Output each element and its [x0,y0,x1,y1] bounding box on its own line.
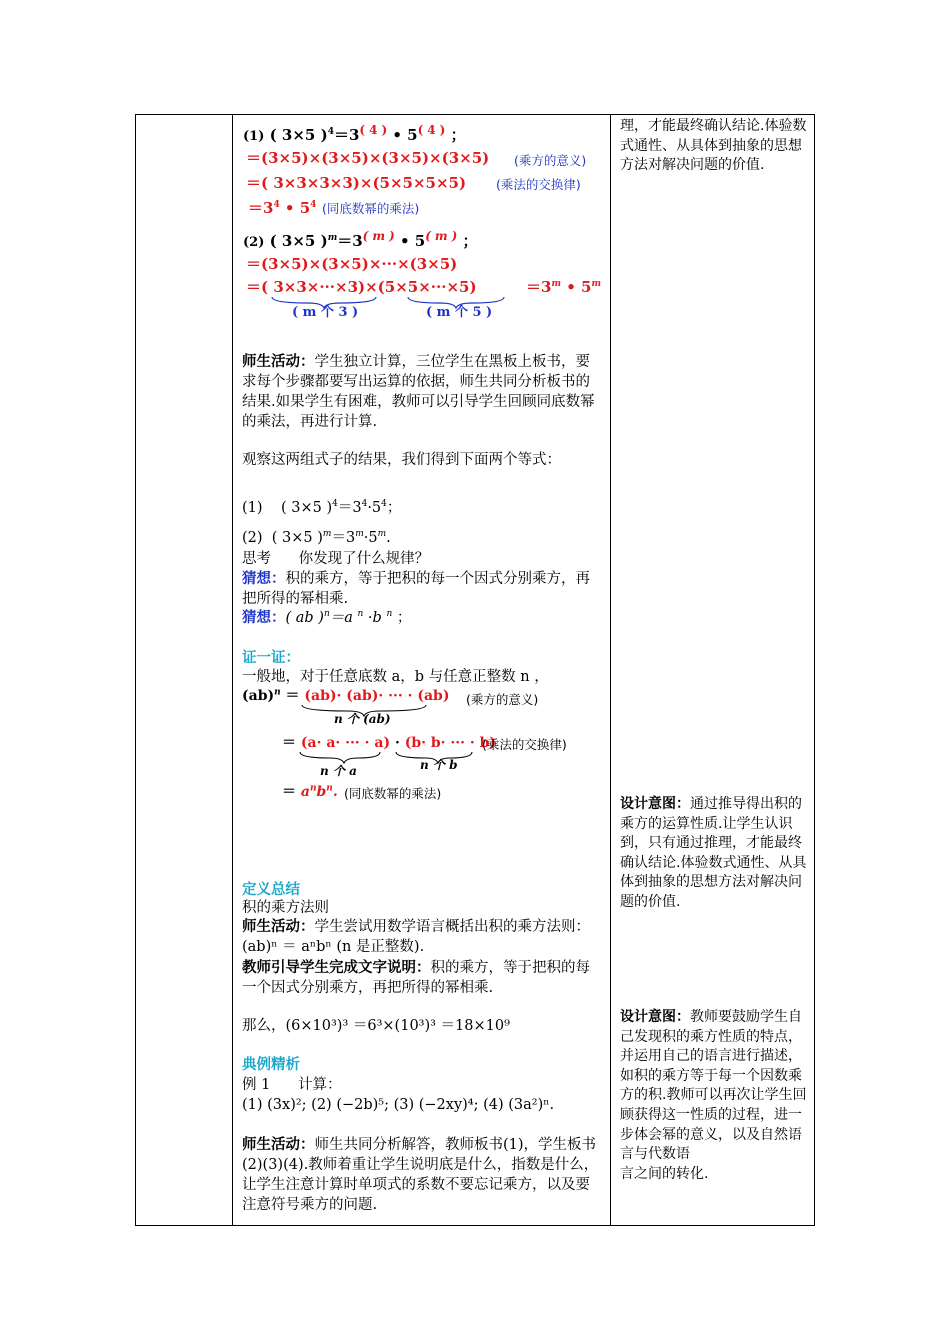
math-note: (乘方的意义) [514,153,587,168]
math-step: ＝( 3×3×···×3)×(5×5×···×5) [246,278,477,296]
brace-label: n 个 b [420,758,458,772]
math-step: ＝( 3×3×3×3)×(5×5×5×5) [246,174,467,192]
math-note: (同底数幂的乘法) [322,201,420,216]
example-formula: 那么，(6×10³)³ ＝6³×(10³)³ ＝18×10⁹ [242,1018,510,1034]
math-step: ＝(3×5)×(3×5)×(3×5)×(3×5) [246,149,490,167]
teacher-paragraph: 教师引导学生完成文字说明：积的乘方，等于把积的每一个因式分别乘方，再把所得的幂相乘. [242,960,590,996]
guess-formula: 猜想：( ab )$^n$＝a $^n$ ·b $^n$ ； [242,609,412,626]
proof-step: ＝ (a· a· ··· · a) · (b· b· ··· · b) [282,735,497,751]
section-title: 典例精析 [242,1057,300,1073]
proof-intro: 一般地，对于任意底数 a，b 与任意正整数 n ， [242,669,549,685]
think-line: 思考 你发现了什么规律？ [242,551,430,567]
equation-line: (2) ( 3×5 )$^m=3^m\cdot 5^m$. [242,529,391,546]
brace-label: ( m 个 3 ) [292,305,359,320]
brace-label: ( m 个 5 ) [426,305,493,320]
activity-paragraph: 师生活动：学生尝试用数学语言概括出积的乘方法则：(ab)ⁿ ＝ aⁿbⁿ (n 是正整数). [242,919,590,955]
example-items: (1) (3x)²; (2) (−2b)⁵; (3) (−2xy)⁴; (4) (3a²)ⁿ. [242,1097,555,1113]
equation-line: (1) ( 3×5 )$^4=3^4\cdot 5^4$； [242,499,402,516]
proof-step: (ab)$^n$ ＝ (ab)· (ab)· ··· · (ab) [242,687,450,704]
design-intent: 设计意图：教师要鼓励学生自己发现积的乘方性质的特点，并运用自己的语言进行描述，如积的乘方等于每一个因数乘方的积.教师可以再次让学生回顾获得这一性质的过程，进一步体会幂的意义，以及自然语言与代数语 言之间的转化. [620,1009,807,1182]
design-intent: 设计意图：通过推导得出积的乘方的运算性质.让学生认识到，只有通过推理，才能最终确认结论.体验数式通性、从具体到抽象的思想方法对解决问题的价值. [620,796,807,910]
column-divider [610,115,611,1225]
column-divider [232,115,233,1225]
proof-step: ＝ $a^nb^n$. [282,783,338,800]
brace-label: n 个 (ab) [334,712,391,726]
rule-name: 积的乘方法则 [242,900,329,916]
example-label: 例 1 计算： [242,1077,342,1093]
proof-note: (乘方的意义) [466,692,539,707]
math-step: $=3^m$ • 5$^m$ [526,278,601,296]
proof-title: 证一证： [242,650,300,666]
math-step: ＝(3×5)×(3×5)×···×(3×5) [246,255,458,273]
math-step: (2) ( 3×5 )$^m=3^{( m )}$ • $5^{( m )}$ ； [243,229,478,250]
activity-paragraph: 师生活动：师生共同分析解答，教师板书(1)，学生板书(2)(3)(4).教师着重让学生说明底是什么，指数是什么，让学生注意计算时单项式的系数不要忘记乘方，以及要注意符号乘方的问题. [242,1137,599,1213]
section-title: 定义总结 [242,882,300,898]
design-intent-continued: 理，才能最终确认结论.体验数式通性、从具体到抽象的思想方法对解决问题的价值. [620,118,807,174]
math-step: (1) ( 3×5 )$^4=3^{( 4 )}$ • $5^{( 4 )}$ ； [243,123,466,144]
proof-note: (同底数幂的乘法) [344,786,442,801]
guess-paragraph: 猜想：积的乘方，等于把积的每一个因式分别乘方，再把所得的幂相乘. [242,571,590,607]
brace-label: n 个 a [320,764,357,778]
math-step: $=3^4$ • $5^4$ [248,199,317,217]
observe-paragraph: 观察这两组式子的结果，我们得到下面两个等式： [242,452,561,468]
activity-paragraph: 师生活动：学生独立计算，三位学生在黑板上板书，要求每个步骤都要写出运算的依据，师生共同分析板书的结果.如果学生有困难，教师可以引导学生回顾同底数幂的乘法，再进行计算. [242,354,595,430]
proof-note: (乘法的交换律) [482,737,567,752]
math-note: (乘法的交换律) [496,177,581,192]
